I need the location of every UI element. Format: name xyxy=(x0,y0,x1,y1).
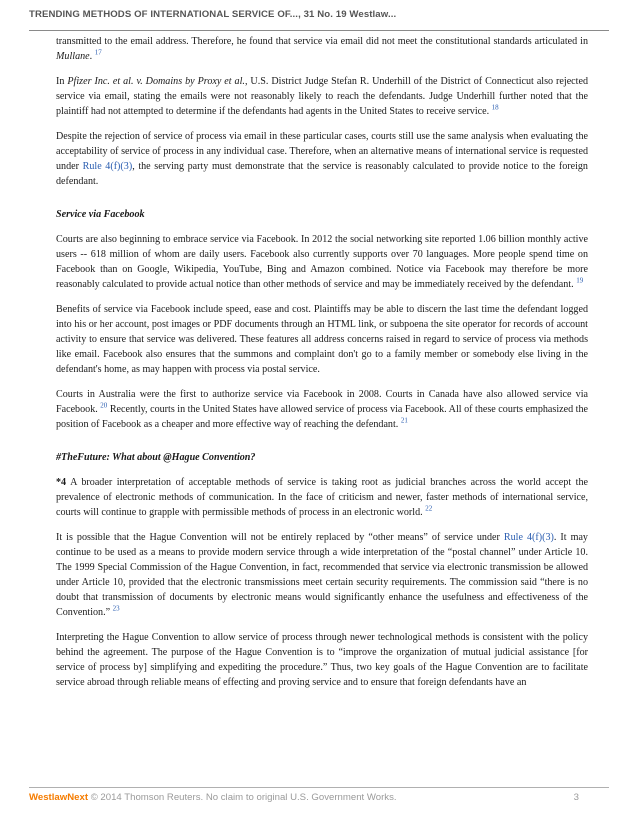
case-name: Pfizer Inc. et al. v. Domains by Proxy et al. xyxy=(67,76,245,87)
document-header xyxy=(29,0,609,20)
paragraph: Courts in Australia were the first to authorize service via Facebook in 2008. Courts in Canada have also allowed service via Facebook. $^{20}$ Recently, courts in the United States have allowed service of process via Facebook. All of these courts emphasized the position of Facebook as a cheaper and more effective way of reaching the defendant. $^{21}$ xyxy=(56,389,588,430)
footnote-ref-22[interactable]: 22 xyxy=(425,504,433,513)
footnote-ref-20[interactable]: 20 xyxy=(100,401,108,410)
westlaw-logo: Westlaw xyxy=(29,792,68,803)
footnote-ref-21[interactable]: 21 xyxy=(400,416,408,425)
footer-divider xyxy=(29,787,609,788)
rule-link[interactable]: Rule 4(f)(3) xyxy=(503,532,554,543)
paragraph: Benefits of service via Facebook include speed, ease and cost. Plaintiffs may be able to discern the last time the defendant logged into his or her account, post images or PDF documents through an HTML link, or subpoena the site operator for records of account activity to ensure that service was delivered. These features all address concerns raised in regard to service of process via methods like email. Facebook also ensures that the summons and complaint don't go to a family member or somebody else living in the defendant's home, as may happen with process via postal service. xyxy=(56,304,588,375)
section-heading: #TheFuture: What about @Hague Convention? xyxy=(56,452,256,463)
document-footer xyxy=(29,792,609,803)
footnote-ref-23[interactable]: 23 xyxy=(112,604,120,613)
footnote-ref-19[interactable]: 19 xyxy=(576,276,584,285)
paragraph: Courts are also beginning to embrace service via Facebook. In 2012 the social networking site reported 1.06 billion monthly active users -- 618 million of whom are daily users. Facebook also currently supports over 70 languages. More people spend time on Facebook than on Google, Wikipedia, YouTube, Bing and Amazon combined. Notice via Facebook may therefore be more reasonably calculated to provide actual notice than other methods of service and may be immediately received by the defendant. $^{19}$ xyxy=(56,234,588,290)
footnote-ref-17[interactable]: 17 xyxy=(94,48,102,57)
paragraph: It is possible that the Hague Convention will not be entirely replaced by “other means” of service under Rule 4(f)(3). It may continue to be used as a means to provide modern service through a wide interpretation of the “postal channel” under Article 10. The 1999 Special Commission of the Hague Convention, in fact, recommended that service via electronic transmission be allowed under Article 10, provided that the electronic transmissions meet certain security requirements. The commission said “there is no doubt that transmission of documents by electronic means would significantly enhance the usefulness and effectiveness of the Convention.” $^{23}$ xyxy=(56,532,588,618)
paragraph: *4 A broader interpretation of acceptable methods of service is taking root as judicial branches across the world accept the prevalence of electronic methods of communication. In the face of criticism and newer, faster methods of international service, courts will continue to grapple with permissible methods of process in an electronic world. $^{22}$ xyxy=(56,477,588,518)
paragraph: Interpreting the Hague Convention to allow service of process through newer technological methods is consistent with the policy behind the agreement. The purpose of the Hague Convention is to “improve the organization of mutual judicial assistance [for service of process by] simplifying and expediting the procedure.” Thus, two key goals of the Hague Convention are to facilitate service abroad through reliable means of effecting and proving service and to ensure that foreign defendants have an xyxy=(56,632,588,688)
westlaw-next-logo: Next xyxy=(67,792,89,803)
footnote-ref-18[interactable]: 18 xyxy=(491,103,499,112)
document-body xyxy=(56,34,588,700)
header-divider xyxy=(29,30,609,31)
page-marker: *4 xyxy=(56,477,67,488)
document-title: TRENDING METHODS OF INTERNATIONAL SERVICE OF..., 31 No. 19 Westlaw... xyxy=(29,9,397,20)
case-name: Mullane xyxy=(56,51,90,62)
rule-link[interactable]: Rule 4(f)(3) xyxy=(82,161,133,172)
paragraph: In Pfizer Inc. et al. v. Domains by Proxy et al., U.S. District Judge Stefan R. Underhill of the District of Connecticut also rejected service via email, stating the emails were not reasonably likely to reach the defendants. Judge Underhill further noted that the plaintiff had not attempted to determine if the defendants had agents in the United States to receive service. $^{18}$ xyxy=(56,76,588,117)
page-number: 3 xyxy=(573,792,579,803)
copyright-notice: © 2014 Thomson Reuters. No claim to original U.S. Government Works. xyxy=(90,792,397,803)
paragraph: Despite the rejection of service of process via email in these particular cases, courts still use the same analysis when evaluating the acceptability of service of process in any individual case. Therefore, when an alternative means of international service is requested under Rule 4(f)(3), the serving party must demonstrate that the service is reasonably calculated to provide notice to the foreign defendant. xyxy=(56,131,588,187)
section-heading: Service via Facebook xyxy=(56,209,145,220)
paragraph: transmitted to the email address. Therefore, he found that service via email did not meet the constitutional standards articulated in Mullane. $^{17}$ xyxy=(56,36,588,62)
